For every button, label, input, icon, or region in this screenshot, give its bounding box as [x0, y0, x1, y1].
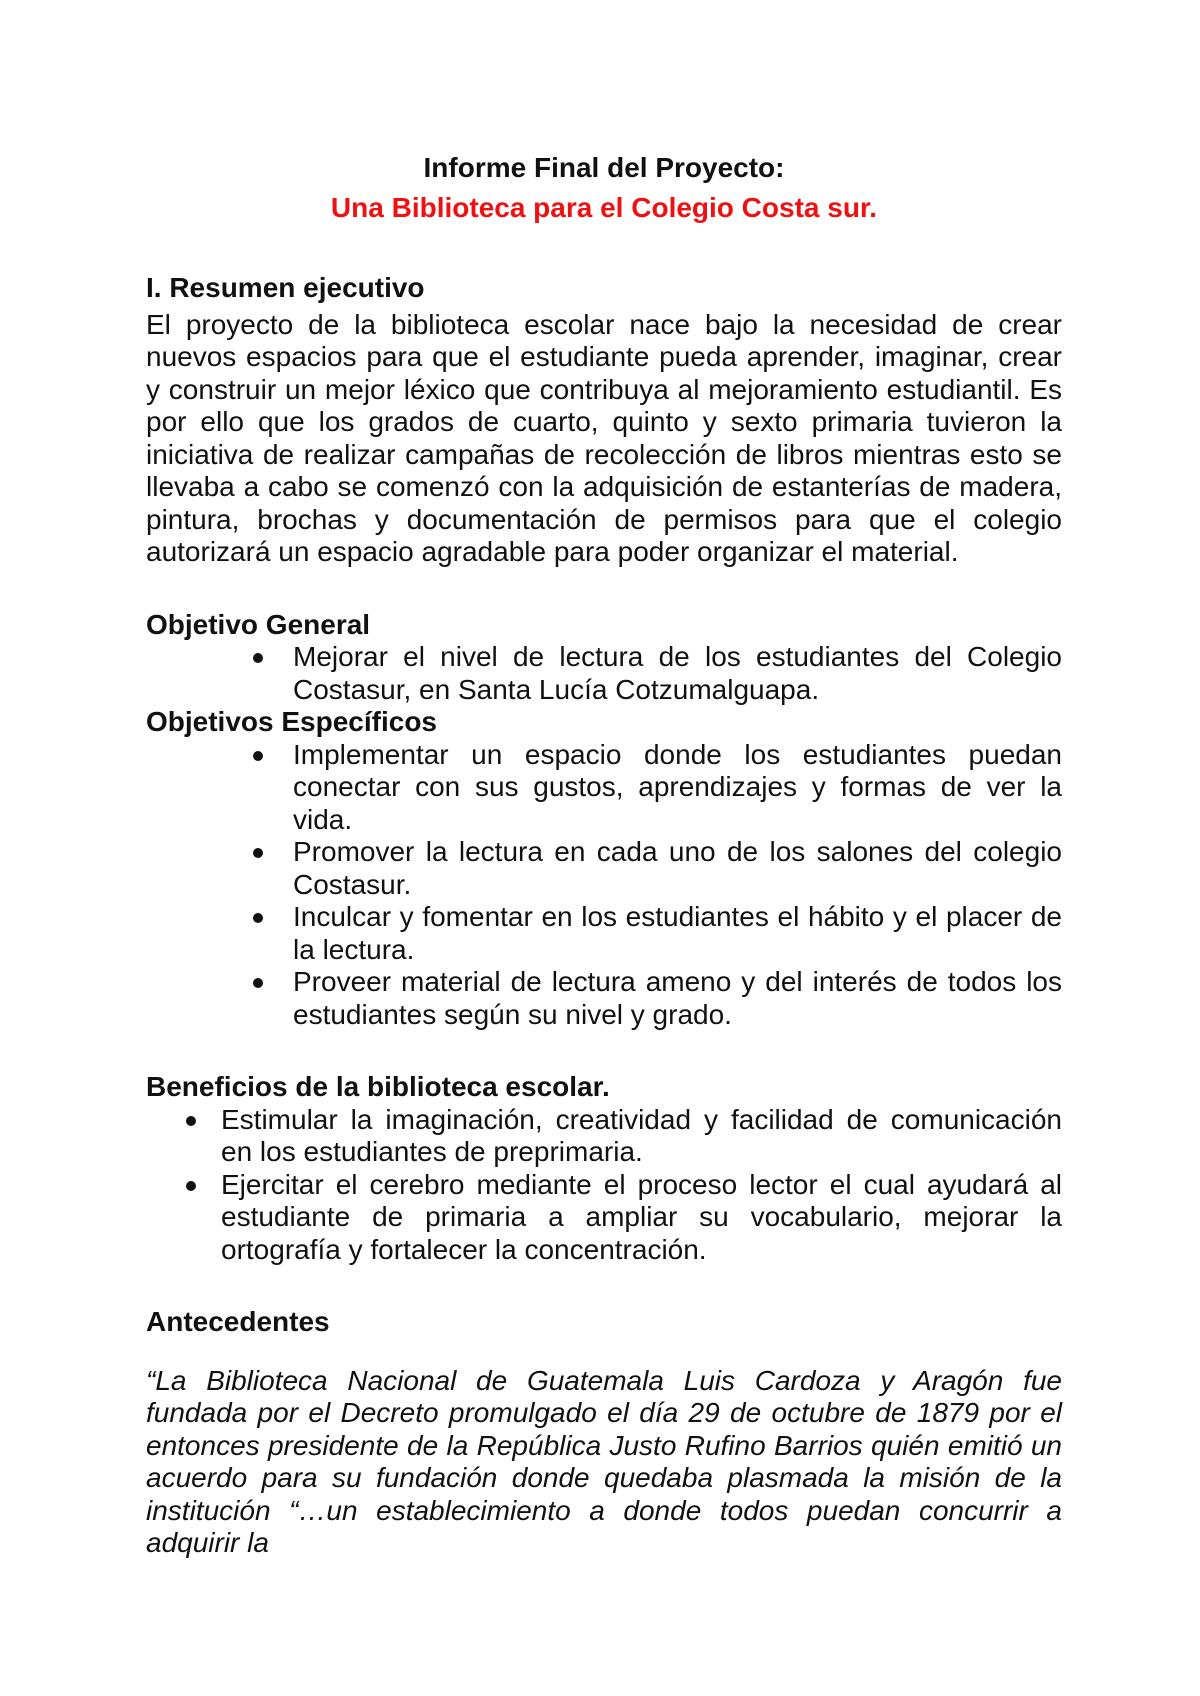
resumen-paragraph: El proyecto de la biblioteca escolar nace bajo la necesidad de crear nuevos espacios para que el estudiante pueda aprender, imaginar, crear y construir un mejor léxico que contribuya al mejoramiento estudiantil. Es por ello que los grados de cuarto, quinto y sexto primaria tuvieron la iniciativa de realizar campañas de recolección de libros mientras esto se llevaba a cabo se comenzó con la adquisición de estanterías de madera, pintura, brochas y documentación de permisos para que el colegio autorizará un espacio agradable para poder organizar el material. — [146, 308, 1062, 567]
list-item-text: Proveer material de lectura ameno y del interés de todos los estudiantes según su nivel y grado. — [293, 966, 1062, 1030]
list-item — [146, 1169, 1062, 1267]
bullet-icon — [186, 1116, 196, 1126]
list-item-text: Promover la lectura en cada uno de los salones del colegio Costasur. — [293, 836, 1062, 900]
beneficios-list — [146, 1104, 1062, 1267]
list-item — [146, 966, 1062, 1031]
bullet-icon — [253, 653, 263, 663]
document-content — [146, 148, 1062, 1560]
list-item — [146, 739, 1062, 837]
list-item — [146, 641, 1062, 706]
section-heading-antecedentes: Antecedentes — [146, 1306, 330, 1337]
bullet-icon — [253, 978, 263, 988]
list-item-text: Inculcar y fomentar en los estudiantes el hábito y el placer de la lectura. — [293, 901, 1062, 965]
bullet-icon — [253, 751, 263, 761]
list-item — [146, 836, 1062, 901]
document-title: Informe Final del Proyecto: — [423, 152, 785, 183]
objetivo-general-list — [146, 641, 1062, 706]
list-item-text: Implementar un espacio donde los estudiantes puedan conectar con sus gustos, aprendizajes y formas de ver la vida. — [293, 738, 1062, 835]
section-heading-beneficios: Beneficios de la biblioteca escolar. — [146, 1071, 610, 1102]
section-heading-resumen: I. Resumen ejecutivo — [146, 272, 425, 303]
section-heading-objetivo-general: Objetivo General — [146, 608, 371, 640]
list-item-text: Mejorar el nivel de lectura de los estudiantes del Colegio Costasur, en Santa Lucía Cotzumalguapa. — [293, 641, 1062, 705]
list-item-text: Ejercitar el cerebro mediante el proceso lector el cual ayudará al estudiante de primaria a ampliar su vocabulario, mejorar la ortografía y fortalecer la concentración. — [221, 1168, 1062, 1265]
bullet-icon — [186, 1181, 196, 1191]
list-item — [146, 1104, 1062, 1169]
antecedentes-quote: “La Biblioteca Nacional de Guatemala Luis Cardoza y Aragón fue fundada por el Decreto promulgado el día 29 de octubre de 1879 por el entonces presidente de la República Justo Rufino Barrios quién emitió un acuerdo para su fundación donde quedaba plasmada la misión de la institución “…un establecimiento a donde todos puedan concurrir a adquirir la — [146, 1364, 1062, 1558]
bullet-icon — [253, 848, 263, 858]
section-heading-objetivos-especificos: Objetivos Específicos — [146, 706, 437, 737]
project-title: Una Biblioteca para el Colegio Costa sur. — [330, 192, 878, 223]
objetivos-especificos-list — [146, 739, 1062, 1032]
list-item-text: Estimular la imaginación, creatividad y facilidad de comunicación en los estudiantes de preprimaria. — [221, 1103, 1062, 1167]
list-item — [146, 901, 1062, 966]
bullet-icon — [253, 913, 263, 923]
